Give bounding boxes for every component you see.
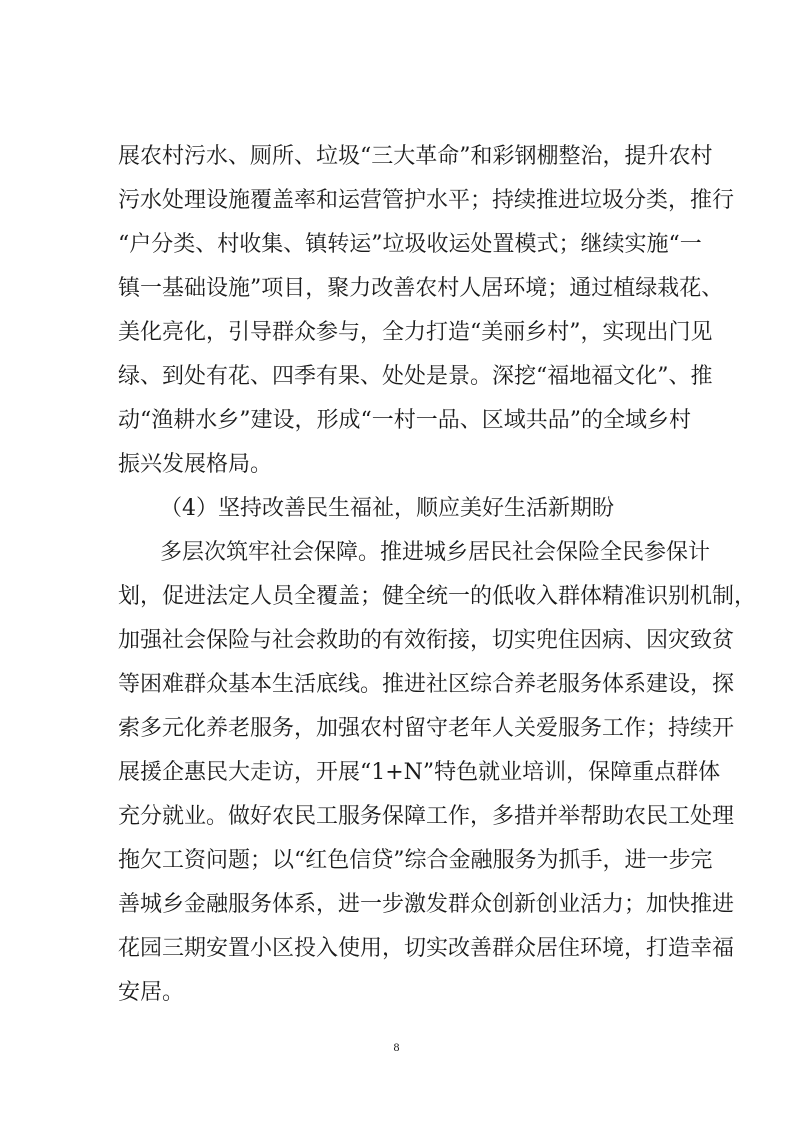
paragraph-1-line-2: 污水处理设施覆盖率和运营管护水平；持续推进垃圾分类，推行: [118, 188, 735, 213]
paragraph-1-line-4: 镇一基础设施”项目，聚力改善农村人居环境；通过植绿栽花、: [118, 276, 724, 301]
paragraph-2-line-7: 充分就业。做好农民工服务保障工作，多措并举帮助农民工处理: [118, 804, 735, 829]
paragraph-1-line-6: 绿、到处有花、四季有果、处处是景。深挖“福地福文化”、推: [118, 364, 713, 389]
paragraph-1-line-1: 展农村污水、厕所、垃圾“三大革命”和彩钢棚整治，提升农村: [118, 144, 713, 169]
paragraph-2-line-2: 划，促进法定人员全覆盖；健全统一的低收入群体精准识别机制，: [118, 584, 757, 609]
page-number: 8: [393, 1040, 400, 1054]
paragraph-2-line-4: 等困难群众基本生活底线。推进社区综合养老服务体系建设，探: [118, 672, 735, 697]
paragraph-1-line-5: 美化亮化，引导群众参与，全力打造“美丽乡村”，实现出门见: [118, 320, 713, 345]
section-heading: （4）坚持改善民生福祉，顺应美好生活新期盼: [160, 496, 614, 521]
paragraph-2-line-9: 善城乡金融服务体系，进一步激发群众创新创业活力；加快推进: [118, 892, 735, 917]
paragraph-2-line-1: 多层次筑牢社会保障。推进城乡居民社会保险全民参保计: [160, 540, 711, 565]
paragraph-2-line-6: 展援企惠民大走访，开展“1+N”特色就业培训，保障重点群体: [118, 760, 721, 785]
paragraph-2-line-8: 拖欠工资问题；以“红色信贷”综合金融服务为抓手，进一步完: [118, 848, 713, 873]
paragraph-2-line-5: 索多元化养老服务，加强农村留守老年人关爱服务工作；持续开: [118, 716, 735, 741]
paragraph-1-line-7: 动“渔耕水乡”建设，形成“一村一品、区域共品”的全域乡村: [118, 408, 691, 433]
paragraph-2-line-10: 花园三期安置小区投入使用，切实改善群众居住环境，打造幸福: [118, 936, 735, 961]
paragraph-1-line-3: “户分类、村收集、镇转运”垃圾收运处置模式；继续实施“一: [118, 232, 702, 257]
paragraph-1-line-8: 振兴发展格局。: [118, 452, 273, 477]
paragraph-2-line-11: 安居。: [118, 980, 185, 1005]
paragraph-2-line-3: 加强社会保险与社会救助的有效衔接，切实兜住因病、因灾致贫: [118, 628, 735, 653]
